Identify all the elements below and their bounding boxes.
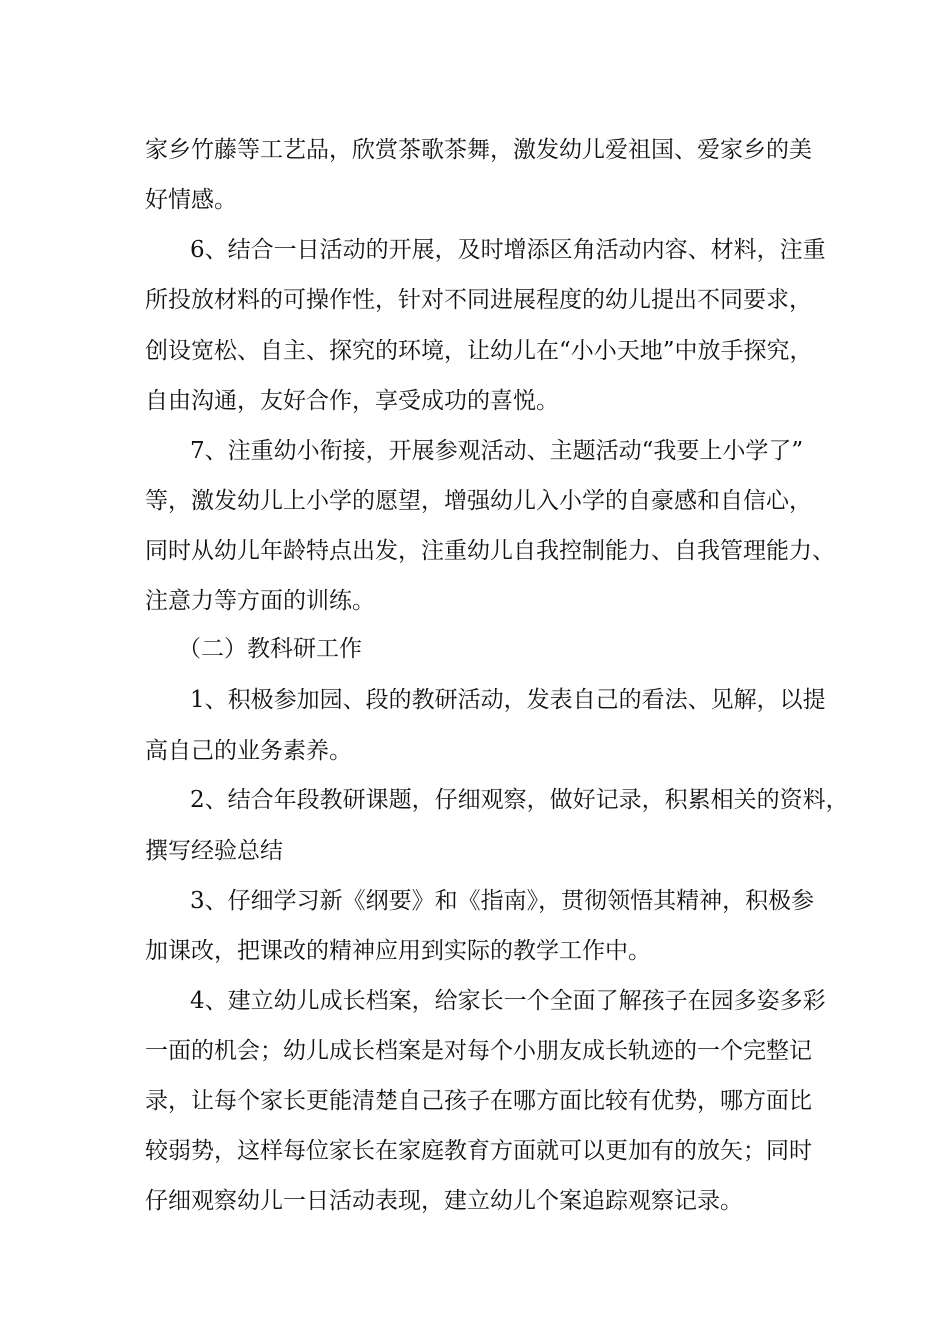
- text-line: 仔细观察幼儿一日活动表现，建立幼儿个案追踪观察记录。: [145, 1188, 743, 1214]
- text-line: 创设宽松、自主、探究的环境，让幼儿在“小小天地”中放手探究，: [145, 338, 813, 364]
- section-heading: （二）教科研工作: [178, 636, 362, 662]
- text-line: 同时从幼儿年龄特点出发，注重幼儿自我控制能力、自我管理能力、: [145, 538, 835, 564]
- text-line: 注意力等方面的训练。: [145, 588, 375, 614]
- paragraph-start-2: 2、结合年段教研课题，仔细观察，做好记录，积累相关的资料，: [190, 787, 849, 813]
- paragraph-start-7: 7、注重幼小衔接，开展参观活动、主题活动“我要上小学了”: [190, 438, 804, 464]
- paragraph-start-3: 3、仔细学习新《纲要》和《指南》，贯彻领悟其精神，积极参: [190, 888, 815, 914]
- text-line: 较弱势，这样每位家长在家庭教育方面就可以更加有的放矢；同时: [145, 1138, 812, 1164]
- text-line: 好情感。: [145, 187, 237, 213]
- text-line: 撰写经验总结: [145, 838, 283, 864]
- text-line: 等，激发幼儿上小学的愿望，增强幼儿入小学的自豪感和自信心，: [145, 488, 812, 514]
- text-line: 自由沟通，友好合作，享受成功的喜悦。: [145, 388, 559, 414]
- paragraph-start-6: 6、结合一日活动的开展，及时增添区角活动内容、材料，注重: [190, 237, 826, 263]
- text-line: 高自己的业务素养。: [145, 738, 352, 764]
- paragraph-start-1: 1、积极参加园、段的教研活动，发表自己的看法、见解，以提: [190, 687, 826, 713]
- text-line: 录，让每个家长更能清楚自己孩子在哪方面比较有优势，哪方面比: [145, 1088, 812, 1114]
- text-line: 家乡竹藤等工艺品，欣赏茶歌茶舞，激发幼儿爱祖国、爱家乡的美: [145, 137, 812, 163]
- text-line: 所投放材料的可操作性，针对不同进展程度的幼儿提出不同要求，: [145, 287, 812, 313]
- text-line: 加课改，把课改的精神应用到实际的教学工作中。: [145, 938, 651, 964]
- text-line: 一面的机会；幼儿成长档案是对每个小朋友成长轨迹的一个完整记: [145, 1038, 812, 1064]
- paragraph-start-4: 4、建立幼儿成长档案，给家长一个全面了解孩子在园多姿多彩: [190, 988, 826, 1014]
